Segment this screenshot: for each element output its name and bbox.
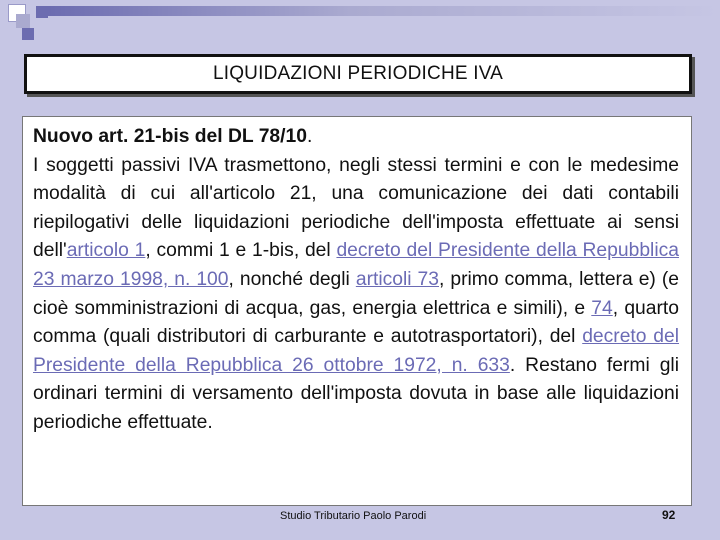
decor-gradient-band	[48, 6, 720, 16]
link-dpr-1998-100[interactable]: decreto del Presidente della Repubblica 23 marzo 1998, n. 100	[33, 240, 679, 290]
body-text-part-2: , commi 1 e 1-bis, del	[145, 240, 337, 262]
body-text-part-3: , nonché degli	[228, 268, 356, 290]
title-box	[24, 54, 692, 94]
decor-square-dark-lower	[22, 28, 34, 40]
body-text	[33, 123, 679, 438]
link-articolo-1[interactable]: articolo 1	[66, 240, 146, 262]
article-heading-tail: .	[306, 126, 313, 147]
body-text-part-1: I soggetti passivi IVA trasmettono, negli stessi termini e con le medesime modalità di cui all'articolo 21, una comunicazione dei dati contabili riepilogativi delle liquidazioni periodiche dell'imposta effettuate ai sensi dell'	[33, 154, 679, 262]
content-box	[22, 116, 692, 506]
link-74[interactable]: 74	[591, 297, 613, 319]
link-articoli-73[interactable]: articoli 73	[355, 268, 439, 290]
article-heading-bold: Nuovo art. 21-bis del DL 78/10	[33, 126, 307, 147]
article-heading	[33, 123, 679, 152]
decor-square-dark	[36, 6, 48, 18]
body-text-part-6: . Restano fermi gli ordinari termini di versamento dell'imposta dovuta in base alle liquidazioni periodiche effettuate.	[33, 354, 679, 433]
body-text-part-4: , primo comma, lettera e) (e cioè somministrazioni di acqua, gas, energia elettrica e simili), e	[33, 268, 679, 319]
page-number: 92	[662, 508, 676, 522]
footer-text: Studio Tributario Paolo Parodi	[280, 510, 427, 522]
body-text-part-5: , quarto comma (quali distributori di carburante e autotrasportatori), del	[33, 297, 679, 348]
slide-title: LIQUIDAZIONI PERIODICHE IVA	[212, 63, 504, 84]
link-dpr-1972-633[interactable]: decreto del Presidente della Repubblica 26 ottobre 1972, n. 633	[33, 326, 680, 376]
decor-square-light	[16, 14, 30, 28]
